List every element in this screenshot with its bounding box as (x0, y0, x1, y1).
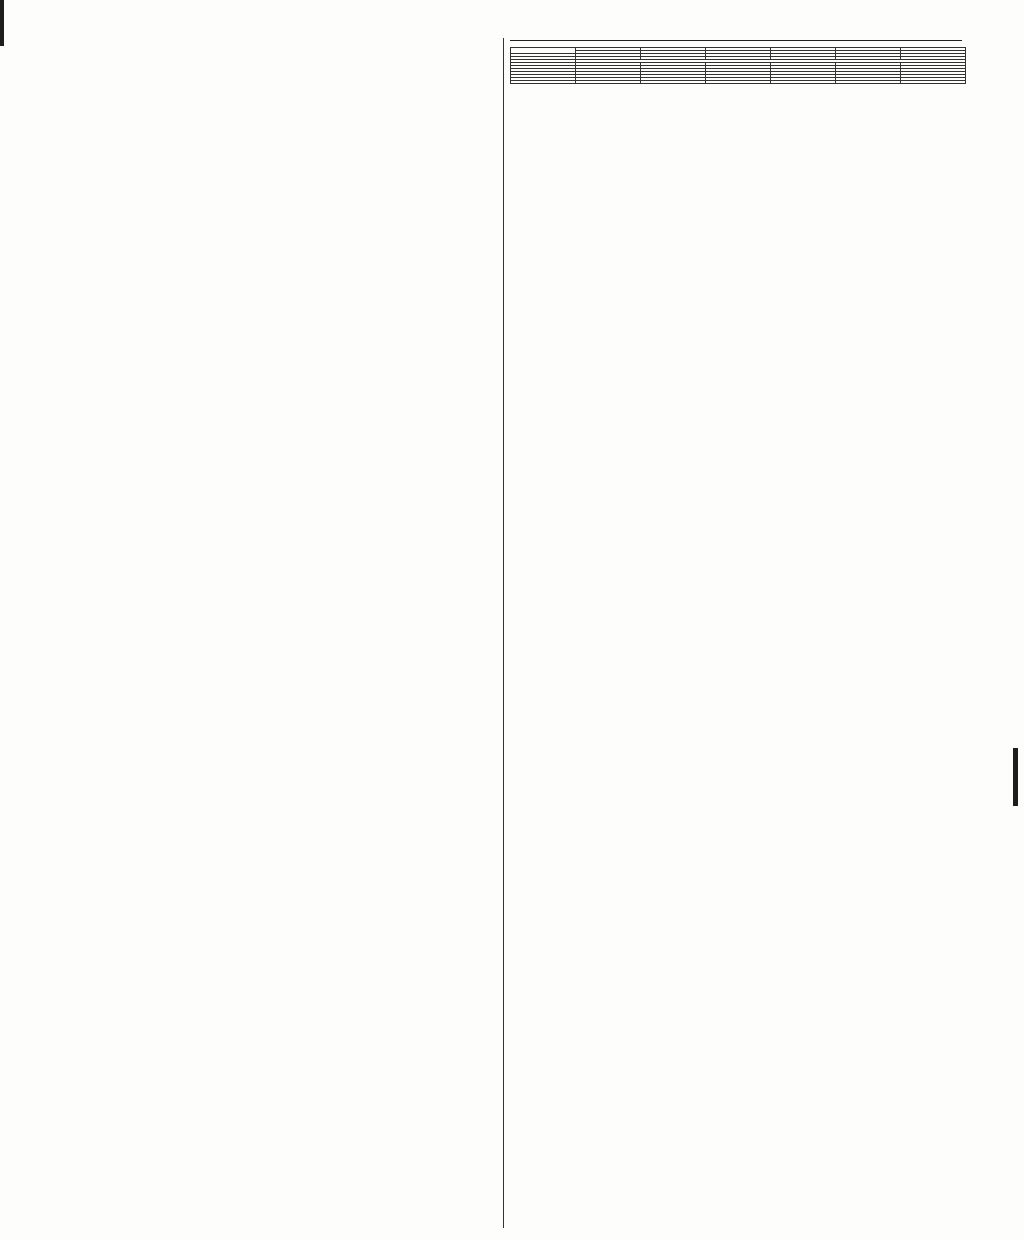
tariff-table (510, 47, 966, 84)
column-divider (503, 38, 504, 1228)
left-column (34, 38, 502, 42)
scan-mark (1013, 748, 1018, 806)
scan-mark (0, 0, 4, 46)
paragraph (510, 38, 962, 41)
last-row-label (511, 81, 576, 84)
table-row (511, 81, 966, 84)
tariff-rows (511, 63, 966, 81)
right-column (510, 38, 962, 88)
